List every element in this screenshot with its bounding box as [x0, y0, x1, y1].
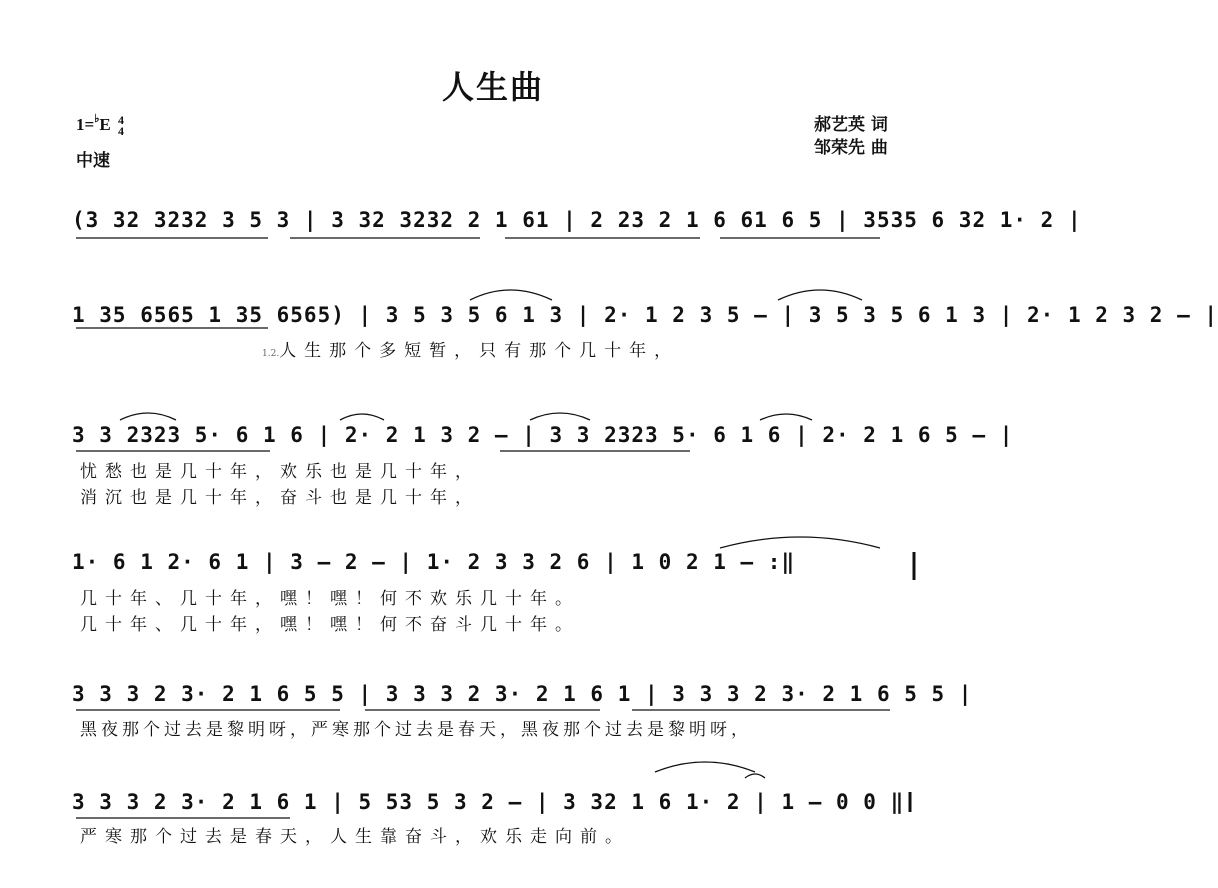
lyrics-line-3b: 消沉也是几十年，奋斗也是几十年，: [80, 488, 480, 508]
time-top: 4: [117, 113, 124, 128]
music-line-5: 3 3 3 2 3· 2 1 6 5 5 | 3 3 3 2 3· 2 1 6 1 | 3 3 3 2 3· 2 1 6 5 5 |: [72, 682, 973, 706]
key-note: E: [99, 115, 111, 134]
slur-4: [340, 414, 384, 420]
lyrics-line-3a: 忧愁也是几十年，欢乐也是几十年，: [80, 462, 480, 482]
slur-8: [655, 762, 755, 772]
slur-3: [120, 413, 176, 420]
time-bottom: 4: [117, 124, 124, 139]
lyrics-line-2-text: 人生那个多短暂，只有那个几十年，: [279, 341, 680, 361]
composer-credit: 邹荣先 曲: [814, 138, 888, 158]
lyrics-line-4b: 几十年、几十年，嘿！嘿！何不奋斗几十年。: [80, 615, 580, 635]
slur-1: [470, 290, 552, 300]
tempo-marking: 中速: [76, 151, 110, 171]
lyrics-line-4a: 几十年、几十年，嘿！嘿！何不欢乐几十年。: [80, 589, 580, 609]
music-line-3: 3 3 2323 5· 6 1 6 | 2· 2 1 3 2 — | 3 3 2323 5· 6 1 6 | 2· 2 1 6 5 — |: [72, 423, 1014, 447]
slur-5: [530, 413, 590, 420]
slur-7: [720, 537, 880, 548]
music-line-6: 3 3 3 2 3· 2 1 6 1 | 5 53 5 3 2 — | 3 32 1 6 1· 2 | 1 — 0 0 ‖: [72, 790, 905, 814]
music-line-1: (3 32 3232 3 5 3 | 3 32 3232 2 1 61 | 2 23 2 1 6 61 6 5 | 3535 6 32 1· 2 |: [72, 208, 1082, 232]
slur-6: [760, 414, 812, 420]
key-prefix: 1=: [76, 115, 95, 134]
song-title: 人生曲: [441, 68, 544, 106]
flat-sign: ♭: [94, 113, 100, 125]
lyrics-line-6: 严寒那个过去是春天，人生靠奋斗，欢乐走向前。: [80, 827, 630, 847]
slur-2: [778, 290, 862, 300]
verse-marker: 1.2.: [262, 349, 280, 359]
lyricist-credit: 郝艺英 词: [814, 115, 888, 135]
fermata: [745, 774, 765, 778]
lyrics-line-5: 黑夜那个过去是黎明呀，严寒那个过去是春天，黑夜那个过去是黎明呀，: [80, 720, 752, 740]
music-line-4: 1· 6 1 2· 6 1 | 3 — 2 — | 1· 2 3 3 2 6 | 1 0 2 1 — :‖: [72, 550, 796, 574]
music-line-2: 1 35 6565 1 35 6565) | 3 5 3 5 6 1 3 | 2· 1 2 3 5 — | 3 5 3 5 6 1 3 | 2· 1 2 3 2 — |: [72, 303, 1218, 327]
